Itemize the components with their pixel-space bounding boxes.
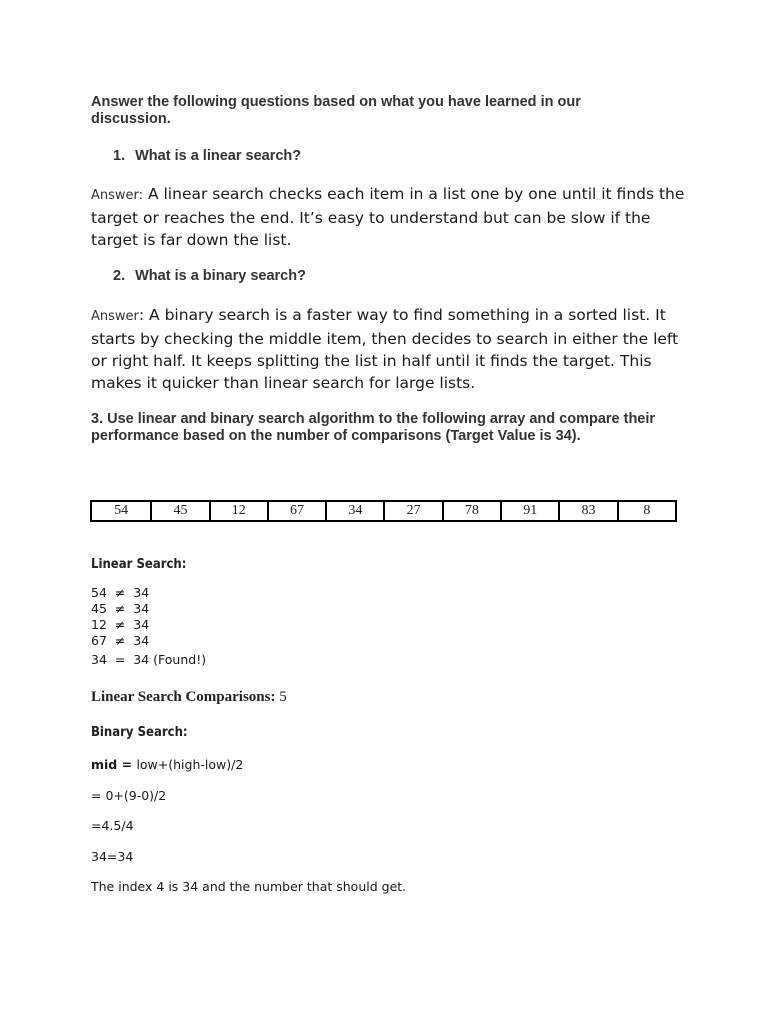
question-2-number: 2.: [113, 268, 126, 284]
binary-conclusion: The index 4 is 34 and the number that should get.: [91, 879, 407, 894]
array-cell: 45: [150, 502, 208, 520]
linear-search-heading: Linear Search:: [91, 557, 187, 572]
array-cell: 27: [383, 502, 441, 520]
mid-formula-line: [91, 757, 243, 772]
comparison-line: 34 = 34 (Found!): [91, 652, 207, 667]
answer-1-text: A linear search checks each item in a list one by one until it finds the target or reaches the end. It’s easy to understand but can be slow if the target is far down the list.: [91, 185, 685, 249]
question-2-text: What is a binary search?: [135, 268, 306, 284]
array-cell: 8: [617, 502, 675, 520]
intro-instruction: Answer the following questions based on what you have learned in our discussion.: [91, 94, 581, 127]
question-3: 3. Use linear and binary search algorithm to the following array and compare their performance based on the number of comparisons (Target Value is 34).: [91, 411, 656, 444]
question-1-number: 1.: [113, 148, 126, 164]
linear-comparisons-count: [91, 689, 287, 706]
answer-2: [91, 304, 681, 394]
array-cell: 67: [267, 502, 325, 520]
array-cell: 12: [209, 502, 267, 520]
comparison-line: 67 ≠ 34: [91, 633, 150, 648]
binary-step-1: = 0+(9-0)/2: [91, 788, 167, 803]
answer-1: [91, 183, 691, 251]
array-cell: 34: [325, 502, 383, 520]
comparison-line: 45 ≠ 34: [91, 601, 150, 616]
question-1-text: What is a linear search?: [135, 148, 302, 164]
binary-search-heading: Binary Search:: [91, 725, 188, 740]
question-1: [113, 148, 301, 164]
linear-count-value: 5: [279, 689, 287, 705]
array-cell: 83: [558, 502, 616, 520]
answer-2-label: Answer: [91, 309, 139, 324]
array-cell: 78: [442, 502, 500, 520]
question-2: [113, 268, 306, 284]
answer-2-text: : A binary search is a faster way to find something in a sorted list. It starts by checking the middle item, then decides to search in either the left or right half. It keeps splitting the list in half until it finds the target. This makes it quicker than linear search for large lists.: [91, 306, 679, 392]
binary-step-3: 34=34: [91, 849, 134, 864]
comparison-line: 54 ≠ 34: [91, 585, 150, 600]
array-cell: 54: [114, 503, 129, 518]
mid-label: mid =: [91, 757, 137, 772]
mid-formula: low+(high-low)/2: [136, 757, 244, 772]
array-table: [90, 500, 677, 522]
array-cell: 91: [500, 502, 558, 520]
comparison-line: 12 ≠ 34: [91, 617, 150, 632]
linear-count-label: Linear Search Comparisons:: [91, 689, 276, 705]
binary-step-2: =4.5/4: [91, 818, 134, 833]
linear-comparisons: [91, 585, 206, 668]
answer-1-label: Answer:: [91, 188, 144, 203]
